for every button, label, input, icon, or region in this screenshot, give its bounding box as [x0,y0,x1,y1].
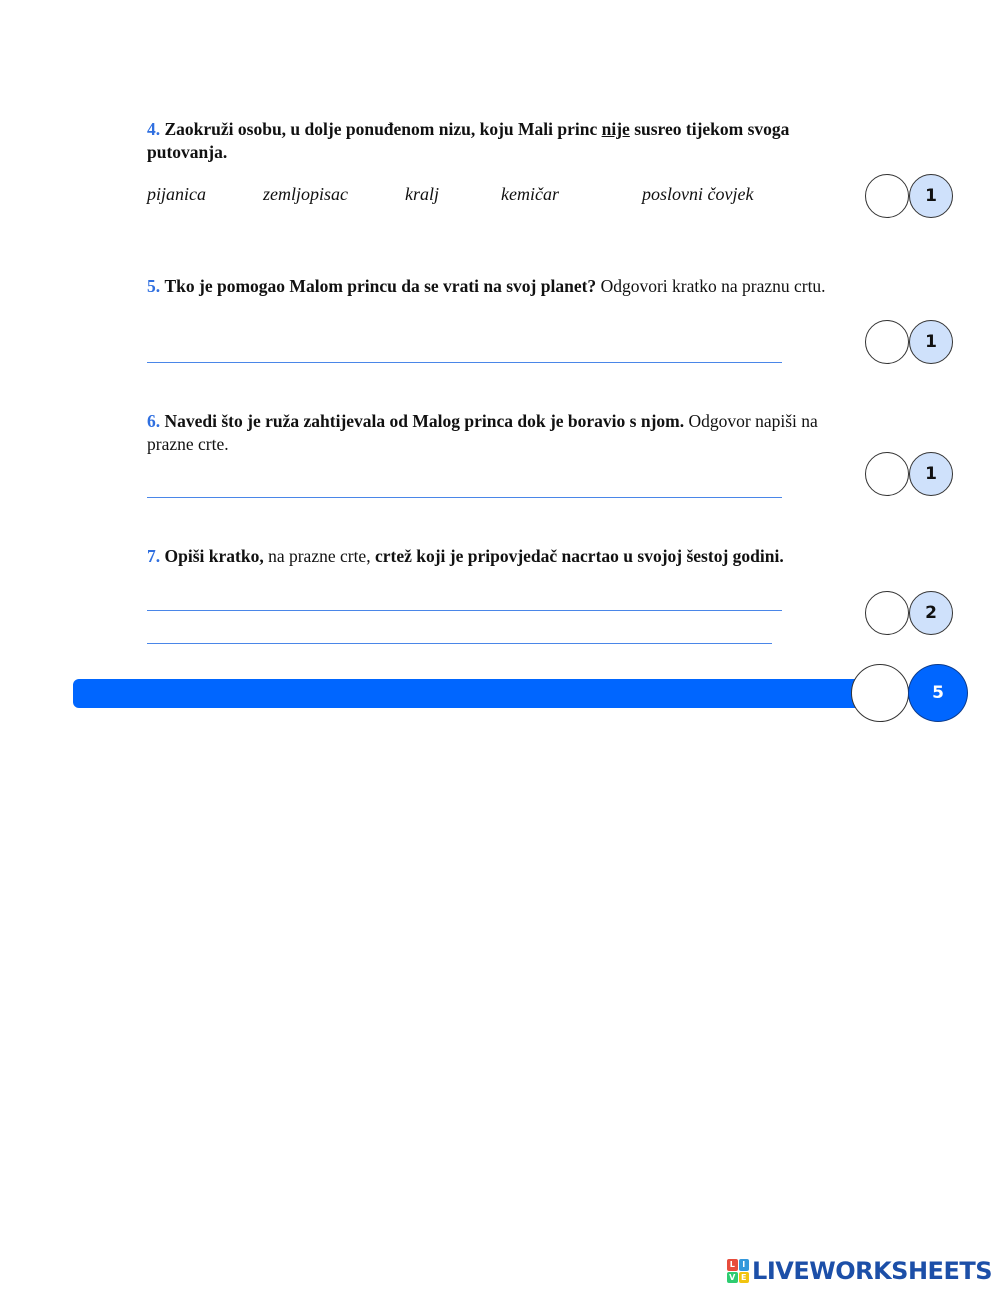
max-points-badge: 1 [909,174,953,218]
score-q5 [865,320,955,366]
answer-line[interactable] [147,610,782,611]
score-input[interactable] [865,591,909,635]
option-pijanica[interactable]: pijanica [147,184,206,204]
emphasis-text: nije [601,119,630,139]
question-instruction: Odgovor napiši na prazne crte. [147,411,818,454]
max-points-badge: 1 [909,452,953,496]
answer-line[interactable] [147,643,772,644]
question-text: Navedi što je ruža zahtijevala od Malog princa dok je boravio s njom. [164,411,685,431]
question-text: Zaokruži osobu, u dolje ponuđenom nizu, koju Mali princ [164,119,602,139]
options-row [0,184,1000,210]
answer-line[interactable] [147,497,782,498]
question-text-end: crtež koji je pripovjedač nacrtao u svojoj šestoj godini. [374,546,784,566]
score-q7 [865,591,955,637]
question-text: Opiši kratko, [164,546,264,566]
score-input[interactable] [865,174,909,218]
max-points-badge: 1 [909,320,953,364]
logo-letter: V [727,1272,738,1284]
logo-letter: L [727,1259,738,1271]
logo-icon [727,1259,749,1283]
brand-name: LIVEWORKSHEETS [752,1257,992,1285]
question-5 [147,275,837,298]
max-points-badge: 2 [909,591,953,635]
option-poslovni-covjek[interactable]: poslovni čovjek [642,184,754,204]
question-text: Tko je pomogao Malom princu da se vrati na svoj planet? [164,276,597,296]
score-input[interactable] [865,452,909,496]
question-number: 7. [147,546,161,566]
score-input[interactable] [865,320,909,364]
question-instruction: na prazne crte, [263,546,375,566]
total-points-badge: 5 [908,664,968,722]
option-kemicar[interactable]: kemičar [501,184,559,204]
option-kralj[interactable]: kralj [405,184,439,204]
question-number: 4. [147,119,161,139]
total-score-input[interactable] [851,664,909,722]
question-text-end: susreo tijekom svoga putovanja. [147,119,790,162]
question-instruction: Odgovori kratko na praznu crtu. [596,276,826,296]
answer-line[interactable] [147,362,782,363]
question-number: 6. [147,411,161,431]
logo-letter: E [739,1272,750,1284]
question-number: 5. [147,276,161,296]
score-q6 [865,452,955,498]
liveworksheets-logo [727,1256,992,1286]
total-bar [73,679,893,708]
logo-letter: I [739,1259,750,1271]
question-6 [147,410,837,456]
question-4 [147,118,837,164]
option-zemljopisac[interactable]: zemljopisac [263,184,348,204]
question-7 [147,545,837,568]
score-q4 [865,174,955,220]
